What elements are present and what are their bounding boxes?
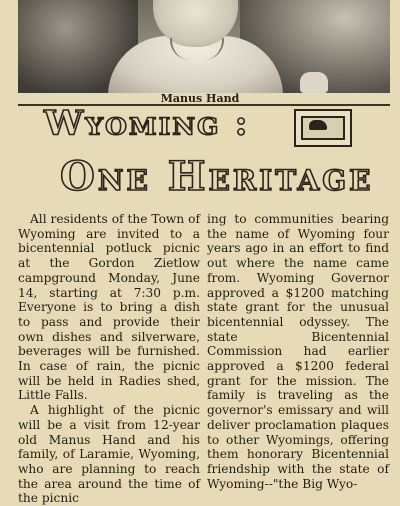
photo-caption: Manus Hand — [160, 92, 240, 105]
manus-hand-photo — [18, 0, 390, 93]
article-paragraph: All residents of the Town of Wyoming are invited to a bicentennial potluck picnic at the Gordon Zietlow campground Monday, June 14, starting at 7:30 p.m. Everyone is to bring a dish to pass and provide their own dishes and silverware, beverages will be furnished. In case of rain, the picnic will be held in Radies shed, Little Falls. — [18, 212, 200, 403]
article-left-column — [18, 212, 200, 506]
banner-title-line1: Wyoming : — [44, 104, 250, 143]
photo-hand — [300, 72, 328, 93]
article-paragraph: A highlight of the picnic will be a visit from 12-year old Manus Hand and his family, of Laramie, Wyoming, who are planning to reach the area around the time of the picnic — [18, 403, 200, 506]
bison-icon — [309, 120, 327, 130]
wyoming-flag-icon — [294, 109, 352, 147]
article-paragraph: ing to communities bearing the name of Wyoming four years ago in an effort to find out where the name came from. Wyoming Governor approved a $1200 matching state grant for the unusual bicentennial odyssey. The state Bicentennial Commission had earlier approved a $1200 federal grant for the mission. The family is traveling as the governor's emissary and will deliver proclamation plaques to other Wyomings, offering them honorary Bicentennial friendship with the state of Wyoming--"the Big Wyo- — [207, 212, 389, 491]
article-right-column — [207, 212, 389, 491]
banner-title-line2: One Heritage — [60, 153, 374, 200]
